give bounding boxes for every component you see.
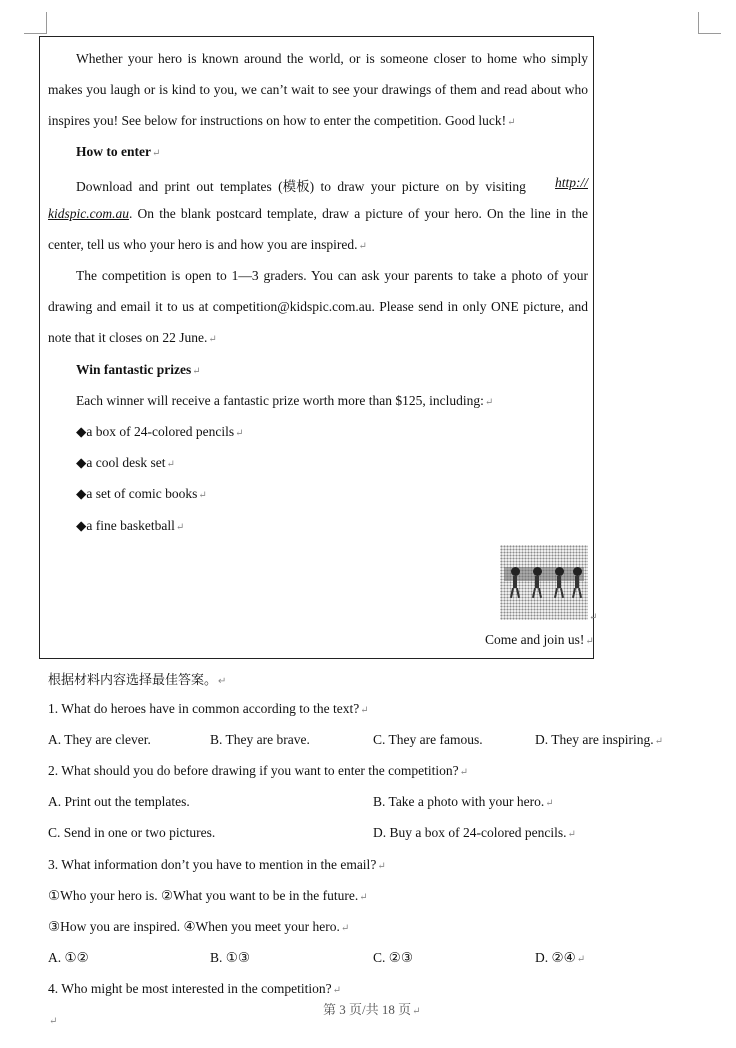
prize-item: ◆a cool desk set↵	[76, 455, 175, 470]
crop-mark	[698, 12, 699, 34]
passage-line: inspires you! See below for instructions on how to enter the competition. Good luck!↵	[48, 113, 516, 128]
template-link[interactable]: http://	[555, 175, 588, 190]
option-a[interactable]: A. They are clever.	[48, 732, 151, 747]
option-a[interactable]: A. Print out the templates.	[48, 794, 190, 809]
crop-mark	[699, 33, 721, 34]
paragraph-mark: ↵	[49, 1016, 58, 1027]
bullet-icon: ◆	[76, 424, 87, 439]
closing-line: Come and join us!↵	[485, 632, 594, 647]
option-d[interactable]: D. Buy a box of 24-colored pencils.↵	[373, 825, 576, 840]
option-d[interactable]: D. They are inspiring.↵	[535, 732, 663, 747]
template-link[interactable]: kidspic.com.au	[48, 206, 129, 221]
download-line: center, tell us who your hero is and how you are inspired.↵	[48, 237, 367, 252]
option-c[interactable]: C. They are famous.	[373, 732, 483, 747]
option-b[interactable]: B. ①③	[210, 950, 250, 965]
passage-line: makes you laugh or is kind to you, we can’t wait to see your drawings of them and read about who	[48, 82, 588, 97]
question-stem: 4. Who might be most interested in the competition?↵	[48, 981, 341, 996]
kids-illustration	[500, 545, 588, 620]
bullet-icon: ◆	[76, 486, 87, 501]
prize-item: ◆a box of 24-colored pencils↵	[76, 424, 244, 439]
question-stem: 2. What should you do before drawing if you want to enter the competition?↵	[48, 763, 469, 778]
prize-item: ◆a fine basketball↵	[76, 518, 185, 533]
paragraph-mark: ↵	[589, 612, 598, 623]
competition-line: The competition is open to 1—3 graders. You can ask your parents to take a photo of your	[76, 268, 588, 283]
paragraph-mark: ↵	[507, 117, 516, 128]
option-c[interactable]: C. Send in one or two pictures.	[48, 825, 216, 840]
option-d[interactable]: D. ②④↵	[535, 950, 586, 965]
question-stem: 1. What do heroes have in common according to the text?↵	[48, 701, 369, 716]
prize-item: ◆a set of comic books↵	[76, 486, 207, 501]
question-statements: ①Who your hero is. ②What you want to be in the future.↵	[48, 888, 368, 903]
prizes-heading: Win fantastic prizes↵	[76, 362, 201, 377]
competition-line: drawing and email it to us at competition@kidspic.com.au. Please send in only ONE picture, and	[48, 299, 588, 314]
bullet-icon: ◆	[76, 518, 87, 533]
crop-mark	[46, 12, 47, 34]
option-b[interactable]: B. Take a photo with your hero.↵	[373, 794, 554, 809]
bullet-icon: ◆	[76, 455, 87, 470]
option-c[interactable]: C. ②③	[373, 950, 413, 965]
crop-mark	[24, 33, 46, 34]
page-footer: 第 3 页/共 18 页↵	[323, 1002, 421, 1017]
download-line: kidspic.com.au. On the blank postcard template, draw a picture of your hero. On the line in the	[48, 206, 588, 221]
how-to-enter-heading: How to enter↵	[76, 144, 161, 159]
competition-line: note that it closes on 22 June.↵	[48, 330, 217, 345]
option-b[interactable]: B. They are brave.	[210, 732, 310, 747]
question-statements: ③How you are inspired. ④When you meet your hero.↵	[48, 919, 350, 934]
download-line: Download and print out templates (模板) to draw your picture on by visiting http://	[76, 175, 588, 194]
passage-line: Whether your hero is known around the world, or is someone closer to home who simply	[76, 51, 588, 66]
instruction: 根据材料内容选择最佳答案。↵	[48, 673, 227, 688]
option-a[interactable]: A. ①②	[48, 950, 89, 965]
question-stem: 3. What information don’t you have to mention in the email?↵	[48, 857, 386, 872]
prizes-intro: Each winner will receive a fantastic prize worth more than $125, including:↵	[76, 393, 494, 408]
